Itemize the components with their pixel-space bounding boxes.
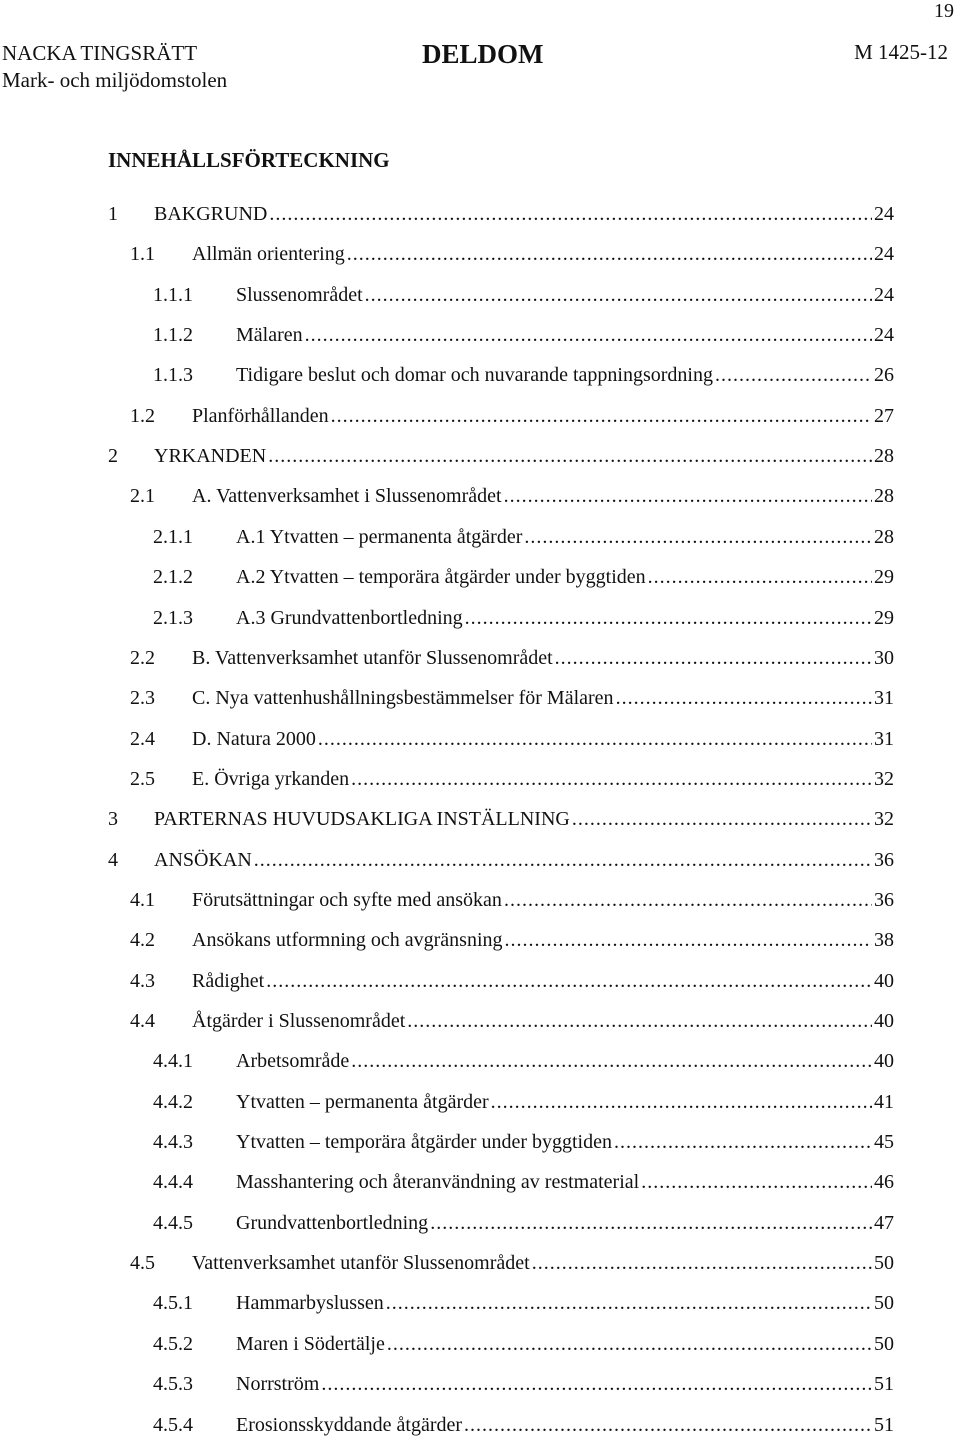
- court-header: [2, 40, 227, 94]
- toc-entry-number: 4.4.2: [153, 1090, 193, 1113]
- toc-entry-title: Ansökans utformning och avgränsning: [192, 929, 503, 952]
- toc-leader-dots: [386, 1292, 872, 1315]
- toc-entry-title: Masshantering och återanvändning av restmaterial: [236, 1171, 640, 1194]
- toc-entry-page: 27: [874, 404, 894, 427]
- toc-entry-title: Allmän orientering: [192, 243, 345, 266]
- toc-entry-page: 46: [874, 1171, 894, 1194]
- toc-leader-dots: [715, 364, 872, 387]
- toc-leader-dots: [254, 849, 872, 872]
- toc-entry-title: Erosionsskyddande åtgärder: [236, 1413, 463, 1436]
- toc-leader-dots: [351, 1050, 872, 1073]
- toc-entry[interactable]: [153, 1333, 894, 1361]
- toc-leader-dots: [648, 566, 872, 589]
- toc-entry-page: 50: [874, 1292, 894, 1315]
- toc-entry[interactable]: [153, 566, 894, 594]
- toc-entry-page: 24: [874, 283, 894, 306]
- toc-entry-title: Arbetsområde: [236, 1050, 350, 1073]
- toc-entry-page: 50: [874, 1332, 894, 1355]
- toc-entry[interactable]: [153, 1292, 894, 1320]
- toc-entry-number: 4: [108, 848, 118, 871]
- toc-leader-dots: [464, 1414, 872, 1437]
- toc-entry-number: 2.1.2: [153, 566, 193, 589]
- toc-entry-title: D. Natura 2000: [192, 727, 316, 750]
- toc-entry-page: 28: [874, 485, 894, 508]
- toc-entry-page: 41: [874, 1090, 894, 1113]
- toc-leader-dots: [365, 284, 872, 307]
- case-number: M 1425-12: [854, 40, 948, 64]
- toc-entry[interactable]: [130, 970, 894, 998]
- toc-entry-page: 50: [874, 1252, 894, 1275]
- toc-entry-number: 1.2: [130, 404, 155, 427]
- toc-entry-number: 4.2: [130, 929, 155, 952]
- toc-entry-number: 1.1.1: [153, 283, 193, 306]
- toc-entry[interactable]: [130, 647, 894, 675]
- toc-entry[interactable]: [153, 526, 894, 554]
- toc-entry[interactable]: [130, 687, 894, 715]
- toc-leader-dots: [532, 1252, 872, 1275]
- toc-leader-dots: [269, 203, 872, 226]
- toc-entry[interactable]: [130, 1252, 894, 1280]
- toc-entry[interactable]: [130, 485, 894, 513]
- toc-entry-number: 2.4: [130, 727, 155, 750]
- toc-entry-number: 4.5.3: [153, 1373, 193, 1396]
- toc-entry[interactable]: [153, 1212, 894, 1240]
- toc-entry-page: 36: [874, 848, 894, 871]
- toc-entry-title: YRKANDEN: [154, 445, 267, 468]
- court-name: NACKA TINGSRÄTT: [2, 41, 198, 65]
- toc-entry-title: Rådighet: [192, 969, 265, 992]
- toc-leader-dots: [524, 526, 872, 549]
- toc-leader-dots: [504, 485, 872, 508]
- toc-entry[interactable]: [130, 768, 894, 796]
- toc-entry-title: A.2 Ytvatten – temporära åtgärder under byggtiden: [236, 566, 646, 589]
- toc-entry-title: Hammarbyslussen: [236, 1292, 384, 1315]
- toc-entry-page: 30: [874, 646, 894, 669]
- toc-entry-title: Planförhållanden: [192, 404, 329, 427]
- toc-entry-number: 2.1.3: [153, 606, 193, 629]
- toc-entry[interactable]: [153, 1131, 894, 1159]
- court-division: Mark- och miljödomstolen: [2, 68, 228, 92]
- toc-entry-number: 4.4.3: [153, 1131, 193, 1154]
- toc-entry-number: 1.1: [130, 243, 155, 266]
- toc-entry-page: 40: [874, 1010, 894, 1032]
- toc-entry-page: 29: [874, 566, 894, 589]
- toc-leader-dots: [572, 808, 872, 831]
- toc-leader-dots: [614, 1131, 872, 1154]
- toc-entry-number: 4.4.4: [153, 1171, 193, 1194]
- toc-entry-number: 1.1.3: [153, 364, 193, 387]
- toc-entry-number: 4.3: [130, 969, 155, 992]
- toc-entry-page: 28: [874, 525, 894, 548]
- toc-entry-title: C. Nya vattenhushållningsbestämmelser för Mälaren: [192, 687, 614, 710]
- toc-entry-title: Ytvatten – permanenta åtgärder: [236, 1090, 489, 1113]
- toc-entry[interactable]: [108, 808, 894, 836]
- toc-entry-page: 51: [874, 1413, 894, 1436]
- toc-entry-title: Ytvatten – temporära åtgärder under byggtiden: [236, 1131, 612, 1154]
- toc-leader-dots: [347, 243, 872, 266]
- toc-entry-number: 1: [108, 203, 118, 225]
- toc-entry-number: 2.3: [130, 687, 155, 710]
- toc-entry-page: 32: [874, 808, 894, 831]
- toc-entry-number: 4.4.5: [153, 1211, 193, 1234]
- toc-entry[interactable]: [130, 405, 894, 433]
- toc-entry-page: 36: [874, 888, 894, 911]
- toc-entry[interactable]: [108, 203, 894, 231]
- toc-entry-page: 51: [874, 1373, 894, 1396]
- toc-entry-page: 24: [874, 243, 894, 266]
- toc-entry-title: BAKGRUND: [154, 203, 268, 225]
- toc-leader-dots: [266, 970, 872, 993]
- toc-entry-page: 32: [874, 767, 894, 790]
- toc-entry-page: 28: [874, 445, 894, 468]
- toc-title: INNEHÅLLSFÖRTECKNING: [108, 148, 390, 172]
- toc-entry-number: 4.5.1: [153, 1292, 193, 1315]
- toc-entry-number: 4.4: [130, 1010, 155, 1032]
- toc-leader-dots: [305, 324, 872, 347]
- toc-entry-page: 26: [874, 364, 894, 387]
- toc-entry-page: 31: [874, 727, 894, 750]
- toc-leader-dots: [318, 728, 872, 751]
- toc-entry-number: 2.1: [130, 485, 155, 508]
- toc-entry[interactable]: [130, 1010, 894, 1038]
- toc-leader-dots: [616, 687, 872, 710]
- toc-entry[interactable]: [130, 889, 894, 917]
- toc-entry-title: Maren i Södertälje: [236, 1332, 385, 1355]
- toc-entry-page: 47: [874, 1211, 894, 1234]
- toc-entry-title: Mälaren: [236, 324, 303, 347]
- toc-leader-dots: [555, 647, 872, 670]
- toc-entry-page: 31: [874, 687, 894, 710]
- toc-entry[interactable]: [153, 284, 894, 312]
- toc-entry-page: 40: [874, 1050, 894, 1073]
- toc-entry-title: Norrström: [236, 1373, 320, 1396]
- toc-leader-dots: [268, 445, 872, 468]
- toc-entry-title: Åtgärder i Slussenområdet: [192, 1010, 406, 1032]
- toc-entry-number: 4.5.4: [153, 1413, 193, 1436]
- toc-entry-number: 4.4.1: [153, 1050, 193, 1073]
- toc-entry-page: 40: [874, 969, 894, 992]
- toc-entry-title: Slussenområdet: [236, 283, 363, 306]
- toc-entry-page: 24: [874, 203, 894, 225]
- toc-leader-dots: [641, 1171, 872, 1194]
- toc-leader-dots: [465, 607, 872, 630]
- toc-entry-number: 4.5: [130, 1252, 155, 1275]
- toc-entry-number: 3: [108, 808, 118, 831]
- toc-entry[interactable]: [130, 929, 894, 957]
- toc-entry[interactable]: [153, 1091, 894, 1119]
- toc-entry-page: 29: [874, 606, 894, 629]
- toc-entry-page: 24: [874, 324, 894, 347]
- toc-leader-dots: [491, 1091, 872, 1114]
- toc-entry[interactable]: [108, 445, 894, 473]
- toc-entry-title: E. Övriga yrkanden: [192, 767, 350, 790]
- toc-entry[interactable]: [153, 607, 894, 635]
- toc-entry-number: 2.2: [130, 646, 155, 669]
- toc-entry[interactable]: [153, 364, 894, 392]
- toc-entry[interactable]: [153, 324, 894, 352]
- toc-leader-dots: [505, 929, 872, 952]
- toc-entry[interactable]: [153, 1373, 894, 1401]
- toc-leader-dots: [321, 1373, 872, 1396]
- toc-entry-title: Tidigare beslut och domar och nuvarande tappningsordning: [236, 364, 713, 387]
- page-number: 19: [934, 0, 954, 22]
- toc-entry-title: B. Vattenverksamhet utanför Slussenområdet: [192, 646, 553, 669]
- toc-leader-dots: [430, 1212, 872, 1235]
- toc-entry[interactable]: [153, 1414, 894, 1442]
- toc-entry[interactable]: [153, 1050, 894, 1078]
- toc-entry-title: Förutsättningar och syfte med ansökan: [192, 888, 502, 911]
- toc-leader-dots: [387, 1333, 872, 1356]
- toc-entry-title: A.3 Grundvattenbortledning: [236, 606, 463, 629]
- toc-entry-page: 45: [874, 1131, 894, 1154]
- toc-entry-title: Vattenverksamhet utanför Slussenområdet: [192, 1252, 530, 1275]
- toc-entry[interactable]: [108, 849, 894, 877]
- toc-entry-title: A.1 Ytvatten – permanenta åtgärder: [236, 525, 523, 548]
- toc-entry-page: 38: [874, 929, 894, 952]
- toc-entry-number: 4.1: [130, 888, 155, 911]
- toc-entry[interactable]: [153, 1171, 894, 1199]
- document-type: DELDOM: [422, 39, 544, 69]
- toc-entry-title: ANSÖKAN: [154, 848, 252, 871]
- toc-entry-number: 4.5.2: [153, 1332, 193, 1355]
- toc-entry-number: 2.1.1: [153, 525, 193, 548]
- toc-entry-title: A. Vattenverksamhet i Slussenområdet: [192, 485, 502, 508]
- toc-entry[interactable]: [130, 728, 894, 756]
- toc-entry-number: 1.1.2: [153, 324, 193, 347]
- toc-leader-dots: [407, 1010, 872, 1033]
- toc-leader-dots: [331, 405, 872, 428]
- toc-entry-title: PARTERNAS HUVUDSAKLIGA INSTÄLLNING: [154, 808, 570, 831]
- toc-leader-dots: [351, 768, 872, 791]
- toc-entry-number: 2: [108, 445, 118, 468]
- toc-entry[interactable]: [130, 243, 894, 271]
- toc-entry-number: 2.5: [130, 767, 155, 790]
- toc-leader-dots: [504, 889, 872, 912]
- toc-entry-title: Grundvattenbortledning: [236, 1211, 429, 1234]
